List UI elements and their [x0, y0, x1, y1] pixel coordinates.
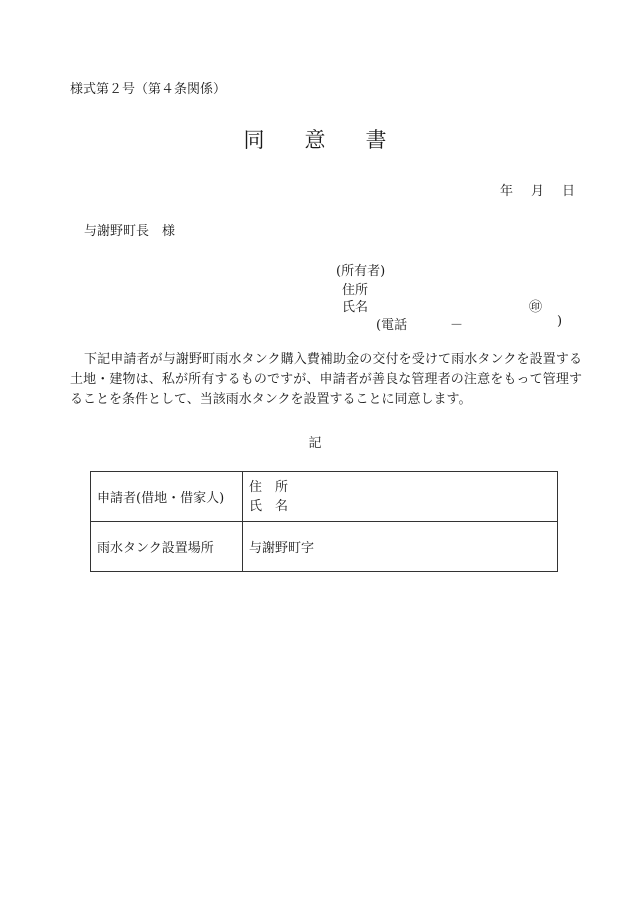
date-year: 年 [500, 184, 514, 199]
owner-address-label: 住所 [342, 283, 369, 298]
date-line [494, 180, 575, 199]
title-char-2: 意 [304, 128, 326, 152]
ki-heading: 記 [308, 436, 322, 451]
applicant-name-label: 氏 名 [249, 498, 289, 514]
phone-close-paren: ) [557, 314, 563, 329]
title-char-1: 同 [243, 128, 265, 152]
form-number: 様式第２号（第４条関係） [70, 82, 227, 97]
table-row [91, 522, 558, 572]
owner-name-label: 氏名 [342, 300, 369, 315]
record-table [90, 471, 558, 572]
owner-label: (所有者) [336, 264, 386, 279]
seal-mark: ㊞ [529, 300, 543, 315]
document-title [0, 124, 630, 154]
date-month: 月 [531, 184, 545, 199]
applicant-address-label: 住 所 [249, 479, 289, 495]
applicant-label-cell: 申請者(借地・借家人) [91, 472, 243, 522]
consent-body: 下記申請者が与謝野町雨水タンク購入費補助金の交付を受けて雨水タンクを設置する土地・建物は、私が所有するものですが、申請者が善良な管理者の注意をもって管理することを条件として、当該雨水タンクを設置することに同意します。 [70, 352, 582, 407]
phone-dash: － [450, 318, 464, 333]
phone-label: (電話 [376, 318, 408, 333]
location-label-cell: 雨水タンク設置場所 [91, 522, 243, 572]
applicant-value-cell [243, 472, 558, 522]
date-day: 日 [562, 184, 576, 199]
title-char-3: 書 [365, 128, 387, 152]
recipient: 与謝野町長 様 [84, 224, 176, 239]
location-value-cell: 与謝野町字 [243, 522, 558, 572]
table-row [91, 472, 558, 522]
